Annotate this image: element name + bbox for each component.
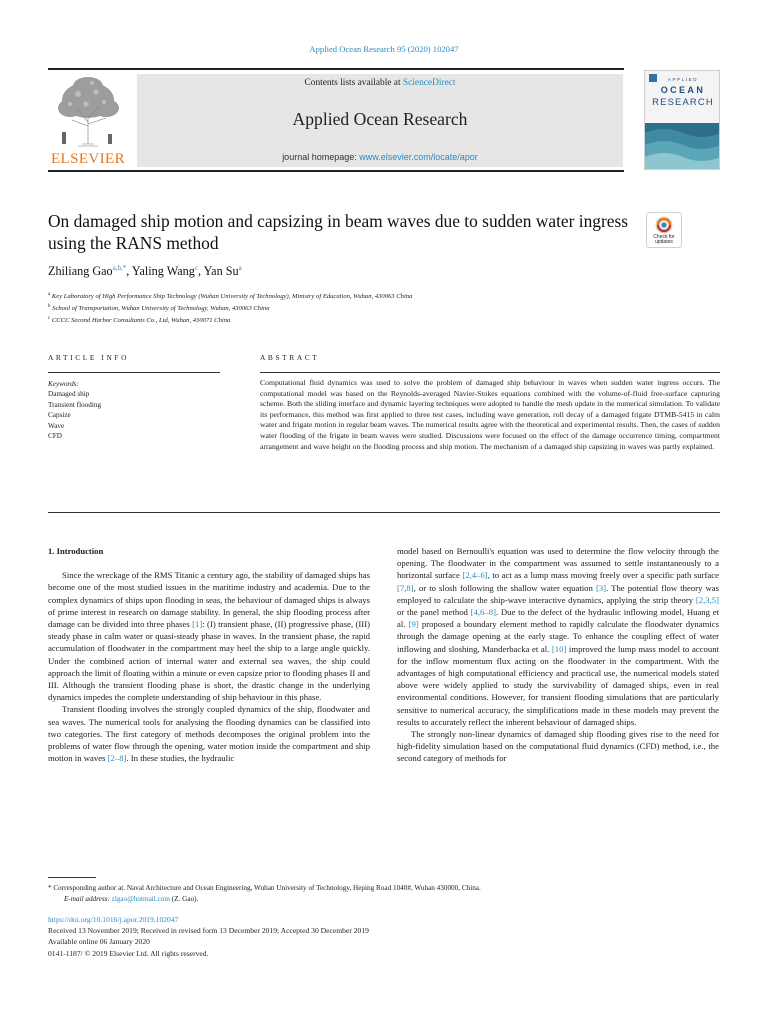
email-line — [48, 894, 720, 905]
cover-wave-icon — [645, 123, 720, 170]
reference-link[interactable]: [2,3,5] — [695, 594, 719, 605]
body-paragraph — [48, 569, 370, 703]
cover-applied: APPLIED — [667, 77, 699, 82]
affiliation-item — [48, 302, 688, 314]
keyword-item: Transient flooding — [48, 400, 102, 409]
author-name[interactable]: Zhiliang Gao — [48, 264, 113, 279]
sciencedirect-link[interactable]: ScienceDirect — [402, 78, 456, 88]
author-affiliation-mark[interactable]: a — [238, 264, 242, 272]
keyword-item: CFD — [48, 432, 62, 441]
paragraph-text: model based on Bernoulli's equation was used to determine the flow velocity through the opening. The floodwater in the compartment was assumed to settle instantaneously to a horizontal surface — [397, 546, 719, 581]
reference-link[interactable]: [9] — [408, 619, 419, 630]
journal-citation[interactable]: Applied Ocean Research 95 (2020) 102047 — [309, 44, 459, 54]
affiliation-list — [48, 290, 688, 327]
author-name[interactable]: Yaling Wang — [131, 264, 195, 279]
journal-cover[interactable] — [644, 70, 720, 170]
elsevier-wordmark: ELSEVIER — [50, 151, 126, 167]
author-name[interactable]: Yan Su — [203, 264, 239, 279]
abstract-text: Computational fluid dynamics was used to solve the problem of damaged ship behaviour in waves when sudden water ingress occurs. The computational model was based on the Reynolds-averaged Navier-Stokes equations combined with the volume-of-fluid free-surface capturing scheme. Both the sliding interface and dynamic layering techniques were adopted to handle the mesh update in the numerical simulation. To validate its performance, this method was first applied to three test cases, including wave generation, roll decay of a damaged frigate DTMB-5415 in calm water and frigate motion in regular beam waves. The numerical results agree with the theoretical and experimental results. Then, the cases of sudden water flooding of the frigate in beam waves were studied. Discussions were focused on the effect of the damage occurrence timing, compartment arrangement and wave height on the flooding process and ship motion. The mechanism of a damaged ship capsizing in waves was partly explained. — [260, 378, 720, 451]
check-for-updates-label[interactable] — [644, 235, 684, 246]
affiliation-mark: c — [48, 316, 51, 322]
contents-line — [137, 78, 623, 88]
reference-link[interactable]: [1] — [192, 619, 203, 630]
body-paragraph: The strongly non-linear dynamics of damaged ship flooding gives rise to the need for high-fidelity simulation based on the computational fluid dynamics (CFD) method, i.e., the second category of methods for — [397, 729, 719, 764]
check-line-2: updates — [655, 239, 673, 246]
affiliation-text: School of Transportation, Wuhan University of Technology, Wuhan, 430063 China — [52, 305, 270, 313]
paragraph-text: . The potential flow theory was employed to calculate the ship-wave interactive dynamics, applying the strip theory — [397, 582, 719, 605]
affiliation-item — [48, 314, 688, 326]
paragraph-text: proposed a boundary element method to rapidly calculate the floodwater dynamics through the damage opening at the early stage. To enhance the coupling effect of water inflowing and sloshing, Manderbacka et al. — [397, 619, 719, 654]
author-separator: , — [126, 264, 132, 279]
body-column-left — [48, 545, 370, 764]
paragraph-text: : (I) transient phase, (II) progressive phase, (III) steady phase in calm water or quasi-steady phase in waves. In the transient phase, the rapid accumulation of floodwater in the compartment may heel the ship to a large angle quickly. Under the combined action of internal water and external sea waves, the ship could approach the limit of floating within a minute or even capsize prior to flooding phases II and III. Although the transient flooding phase is short, the drastic change in the underlying dynamics impedes the complete understanding of ship behaviour in this phase. — [48, 619, 370, 703]
paragraph-text: . In these studies, the hydraulic — [126, 753, 235, 764]
email-suffix: (Z. Gao). — [169, 894, 199, 903]
keyword-item: Damaged ship — [48, 390, 90, 399]
journal-homepage — [137, 152, 623, 162]
article-info-heading: ARTICLE INFO — [48, 353, 130, 362]
copyright: 0141-1187/ © 2019 Elsevier Ltd. All rights reserved. — [48, 948, 209, 958]
corresponding-author-footnote — [48, 883, 720, 905]
keywords-label: Keywords: — [48, 380, 79, 388]
journal-banner — [137, 74, 623, 167]
received-dates: Received 13 November 2019; Received in revised form 13 December 2019; Accepted 30 December 2019 — [48, 926, 369, 936]
reference-link[interactable]: [2,4–6] — [462, 570, 488, 581]
journal-title: Applied Ocean Research — [292, 109, 468, 129]
keyword-item: Wave — [48, 421, 65, 430]
doi-link[interactable]: https://doi.org/10.1016/j.apor.2019.102047 — [48, 915, 179, 924]
footnote-line: * Corresponding author at. Naval Architecture and Ocean Engineering, Wuhan University of Technology, Heping Road 1040#, Wuhan 430000, China. — [48, 884, 481, 892]
cover-ocean: OCEAN — [660, 85, 706, 95]
reference-link[interactable]: [4,6–8] — [470, 607, 496, 618]
reference-link[interactable]: [10] — [551, 643, 567, 654]
paragraph-text: . Due to the defect of the hydraulic inflowing model, Huang et al. — [397, 607, 719, 630]
reference-link[interactable]: [7,8] — [397, 582, 414, 593]
body-paragraph — [48, 703, 370, 764]
cover-research: RESEARCH — [652, 96, 714, 107]
paragraph-text: Transient flooding involves the strongly coupled dynamics of the ship, floodwater and sea waves. The numerical tools for analysing the flooding dynamics can be classified into two categories. The first category of methods decomposes the original problem into the problems of water flow through the opening, water motion inside the compartment and ship motion in waves — [48, 704, 370, 764]
contents-prefix: Contents lists available at — [304, 78, 403, 88]
article-title: On damaged ship motion and capsizing in beam waves due to sudden water ingress using the RANS method — [48, 211, 629, 253]
reference-link[interactable]: [2–8] — [107, 753, 127, 764]
article-info-rule — [48, 372, 220, 373]
abstract-heading: ABSTRACT — [260, 353, 320, 362]
affiliation-mark: a — [48, 292, 51, 297]
masthead-bottom-rule — [48, 170, 624, 172]
author-separator: , — [197, 264, 204, 279]
paragraph-text: improved the lump mass model to account for the inflow momentum flux acting on the floodwater in the compartment. With the advantages of high computational efficiency and practical use, the numerical models stated above were widely applied to study the survivability of damaged ships, even in real environmental conditions. However, for transient flooding simulations that are particularly sensitive to numerical accuracy, the simplifications made in these models may prevent the results to accurately reflect the inherent behaviour of damaged ships. — [397, 643, 719, 727]
paragraph-text: Since the wreckage of the RMS Titanic a century ago, the stability of damaged ships has become one of the most studied issues in the maritime industry and academia. Due to the complex dynamics of ships upon flooding in seas, the behaviour of damaged ships is always of prime interest in research on damage stability. In general, the ship flooding process after damage can be divided into three phases — [48, 570, 370, 630]
body-separator-rule — [48, 512, 720, 513]
email-link[interactable]: zlgao@hotmail.com — [111, 894, 170, 903]
affiliation-item — [48, 290, 688, 302]
paragraph-text: , or to slosh following the shallow water equation — [413, 582, 596, 593]
affiliation-text: CCCC Second Harbor Consultants Co., Ltd, Wuhan, 430071 China — [51, 317, 231, 325]
abstract-rule — [260, 372, 720, 373]
masthead-top-rule — [48, 68, 624, 70]
affiliation-text: Key Laboratory of High Performance Ship Technology (Wuhan University of Technology), Ministry of Education, Wuhan, 430063 China — [51, 293, 413, 301]
check-line-1: Check for — [653, 234, 675, 240]
reference-link[interactable]: [3] — [595, 582, 607, 593]
masthead — [48, 68, 720, 172]
body-paragraph — [397, 545, 719, 728]
body-column-right — [397, 545, 719, 765]
author-affiliation-mark[interactable]: c — [194, 264, 198, 272]
paragraph-text: or the panel method — [397, 607, 471, 618]
homepage-prefix: journal homepage: — [282, 152, 360, 162]
email-label: E-mail address: — [64, 894, 110, 903]
keywords-block — [48, 379, 220, 441]
affiliation-mark: b — [48, 304, 51, 310]
elsevier-tree-icon — [48, 74, 128, 148]
author-affiliation-mark[interactable]: a,b,* — [112, 264, 127, 272]
footnote-rule — [48, 877, 96, 878]
elsevier-logo[interactable] — [48, 74, 128, 168]
paragraph-text: , to act as a lump mass moving freely over a specific path surface — [487, 570, 719, 581]
section-heading: 1. Introduction — [48, 546, 104, 556]
keyword-item: Capsize — [48, 411, 71, 420]
homepage-link[interactable]: www.elsevier.com/locate/apor — [359, 152, 478, 162]
available-online: Available online 06 January 2020 — [48, 937, 150, 947]
publication-info — [48, 914, 720, 959]
author-list — [48, 264, 648, 279]
